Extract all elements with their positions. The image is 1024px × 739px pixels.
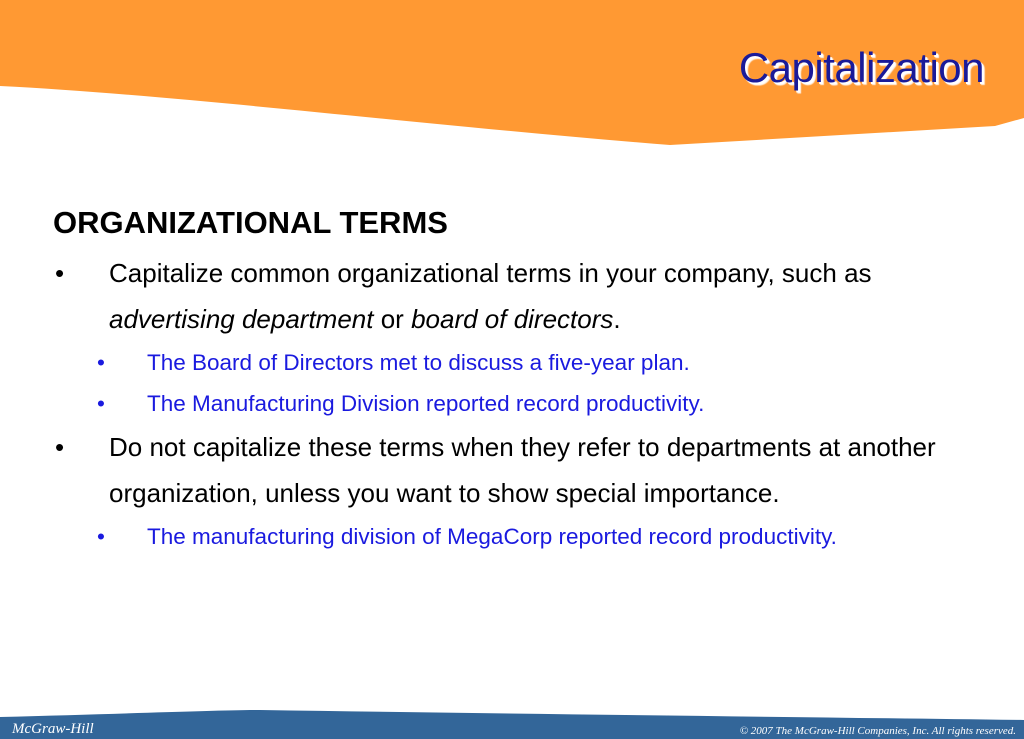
bullet-text-connector: or [373, 304, 412, 334]
slide-title: Capitalization [738, 44, 984, 91]
sub-bullet-marker: • [97, 524, 105, 549]
sub-bullet-marker: • [97, 350, 105, 375]
sub-bullet-marker: • [97, 391, 105, 416]
slide-content [53, 200, 983, 557]
example-term-advertising: advertising department [109, 304, 374, 334]
section-heading: ORGANIZATIONAL TERMS [53, 205, 448, 240]
publisher-logo-text: McGraw-Hill [12, 721, 94, 737]
copyright-notice: © 2007 The McGraw-Hill Companies, Inc. All rights reserved. [739, 725, 1016, 737]
bullet-text: Capitalize common organizational terms in your company, such as [109, 258, 872, 288]
sub-bullet-text: The Manufacturing Division reported record productivity. [147, 391, 705, 416]
example-term-board: board of directors [411, 304, 614, 334]
bullet-text: Do not capitalize these terms when they refer to departments at another organization, unless you want to show special importance. [109, 432, 936, 508]
bullet-marker: • [55, 432, 65, 462]
bullet-marker: • [55, 258, 65, 288]
sub-bullet-text: The Board of Directors met to discuss a five-year plan. [147, 350, 690, 375]
sub-bullet-example [53, 383, 983, 424]
sub-bullet-example [53, 516, 983, 557]
bullet-capitalize-terms [53, 250, 983, 342]
sub-bullet-example [53, 342, 983, 383]
sub-bullet-text: The manufacturing division of MegaCorp reported record productivity. [147, 524, 837, 549]
bullet-text-end: . [613, 304, 621, 334]
bullet-do-not-capitalize [53, 424, 983, 516]
